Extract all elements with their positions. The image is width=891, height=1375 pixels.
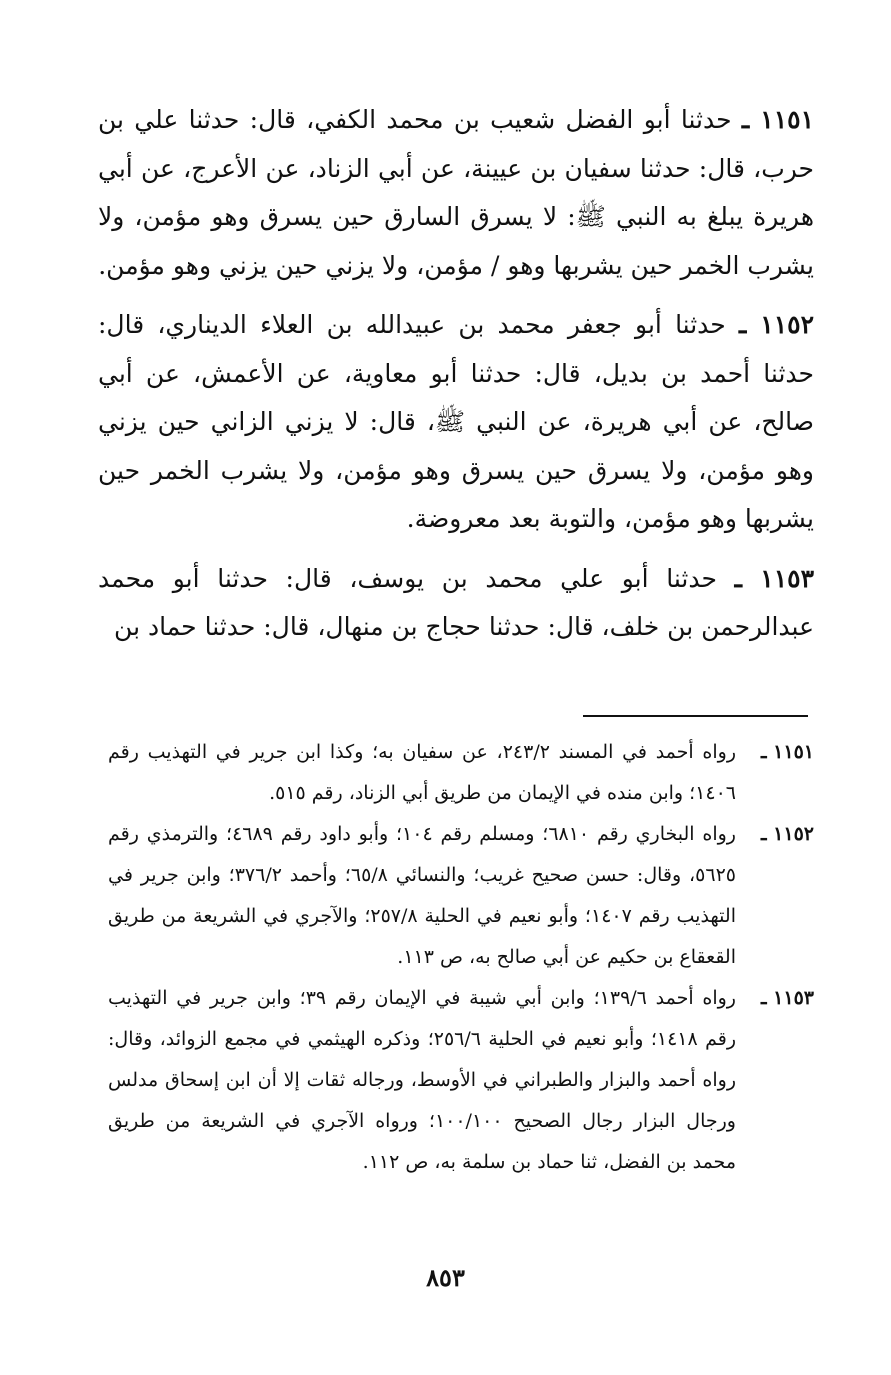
footnote-number: ١١٥٢ ـ bbox=[760, 823, 814, 845]
footnotes bbox=[108, 732, 814, 1183]
footnote-text: رواه البخاري رقم ٦٨١٠؛ ومسلم رقم ١٠٤؛ وأبو داود رقم ٤٦٨٩؛ والترمذي رقم ٥٦٢٥، وقال: حسن صحيح غريب؛ والنسائي ٦٥/٨؛ وأحمد ٣٧٦/٢؛ وابن جرير في التهذيب رقم ١٤٠٧؛ وأبو نعيم في الحلية ٢٥٧/٨؛ والآجري في الشريعة من طريق القعقاع بن حكيم عن أبي صالح به، ص ١١٣. bbox=[108, 823, 736, 968]
hadith-1151 bbox=[98, 96, 814, 290]
hadith-text: حدثنا أبو جعفر محمد بن عبيدالله بن العلاء الديناري، قال: حدثنا أحمد بن بديل، قال: حدثنا أبو معاوية، عن الأعمش، عن أبي صالح، عن أبي هريرة، عن النبي ﷺ، قال: لا يزني الزاني حين يزني وهو مؤمن، ولا يسرق حين يسرق وهو مؤمن، ولا يشرب الخمر حين يشربها وهو مؤمن، والتوبة بعد معروضة. bbox=[98, 310, 814, 533]
footnote-text: رواه أحمد في المسند ٢٤٣/٢، عن سفيان به؛ وكذا ابن جرير في التهذيب رقم ١٤٠٦؛ وابن منده في الإيمان من طريق أبي الزناد، رقم ٥١٥. bbox=[108, 741, 736, 804]
page-number: ٨٥٣ bbox=[426, 1263, 465, 1292]
footnote-divider bbox=[583, 715, 808, 717]
hadith-number: ١١٥٢ ـ bbox=[738, 310, 814, 339]
main-text bbox=[98, 96, 814, 663]
footnote-1152 bbox=[108, 814, 814, 978]
footnote-number: ١١٥١ ـ bbox=[760, 741, 814, 763]
footnote-number: ١١٥٣ ـ bbox=[760, 987, 814, 1009]
hadith-1152 bbox=[98, 301, 814, 544]
hadith-number: ١١٥٣ ـ bbox=[734, 563, 814, 593]
footnote-text: رواه أحمد ١٣٩/٦؛ وابن أبي شيبة في الإيمان رقم ٣٩؛ وابن جرير في التهذيب رقم ١٤١٨؛ وأبو نعيم في الحلية ٢٥٦/٦؛ وذكره الهيثمي في مجمع الزوائد، وقال: رواه أحمد والبزار والطبراني في الأوسط، ورجاله ثقات إلا أن ابن إسحاق مدلس ورجال البزار رجال الصحيح ١٠٠/١٠٠؛ ورواه الآجري في الشريعة من طريق محمد بن الفضل، ثنا حماد بن سلمة به، ص ١١٢. bbox=[108, 987, 737, 1173]
hadith-number: ١١٥١ ـ bbox=[741, 105, 814, 134]
hadith-1153 bbox=[98, 555, 814, 652]
hadith-text: حدثنا أبو علي محمد بن يوسف، قال: حدثنا أبو محمد عبدالرحمن بن خلف، قال: حدثنا حجاج بن منهال، قال: حدثنا حماد بن bbox=[98, 563, 814, 641]
footnote-1151 bbox=[108, 732, 814, 814]
hadith-text: حدثنا أبو الفضل شعيب بن محمد الكفي، قال: حدثنا علي بن حرب، قال: حدثنا سفيان بن عيينة، عن أبي الزناد، عن الأعرج، عن أبي هريرة يبلغ به النبي ﷺ: لا يسرق السارق حين يسرق وهو مؤمن، ولا يشرب الخمر حين يشربها وهو / مؤمن، ولا يزني حين يزني وهو مؤمن. bbox=[98, 105, 814, 280]
footnote-1153 bbox=[108, 978, 814, 1183]
